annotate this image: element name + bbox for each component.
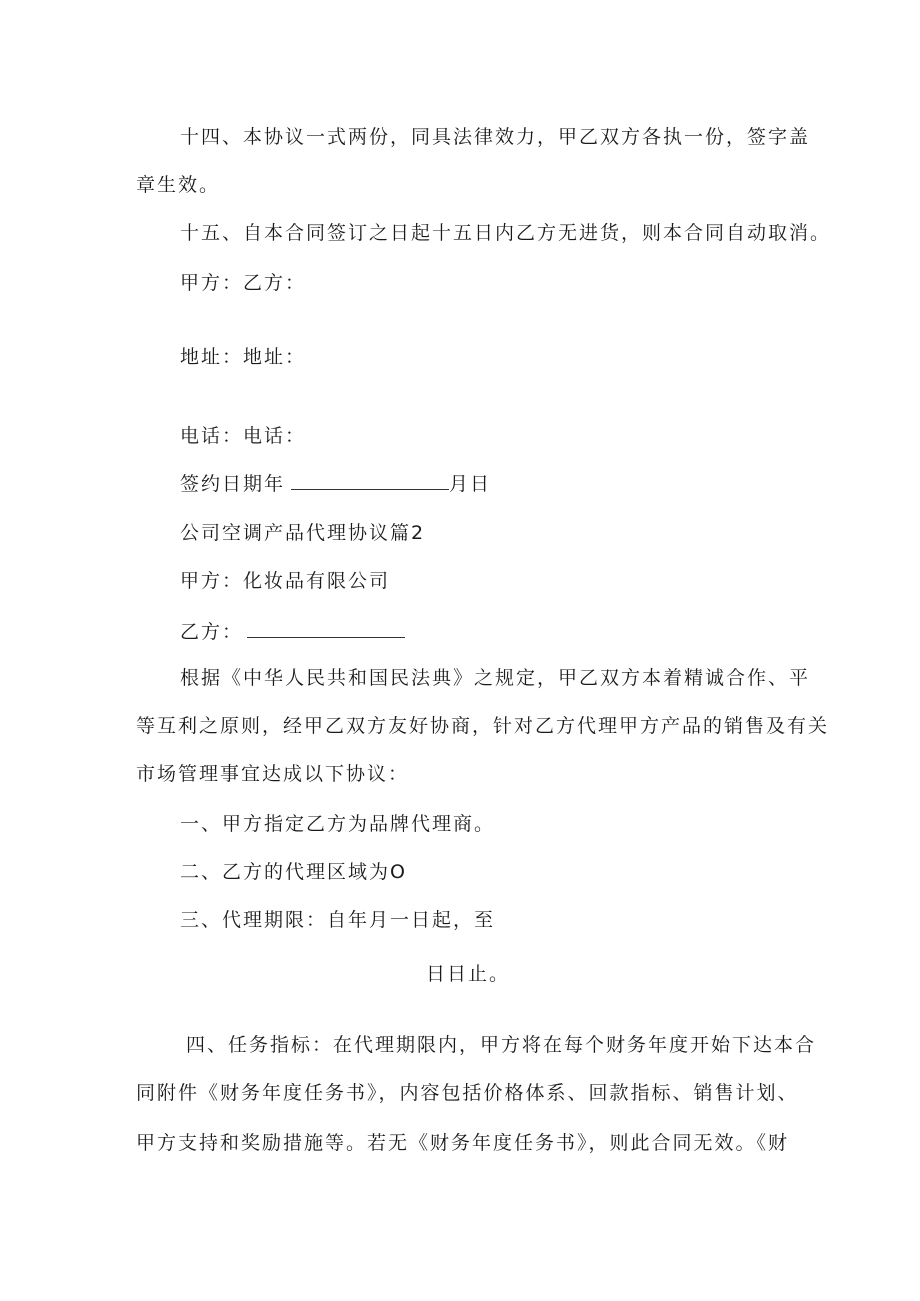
clause-15: 十五、自本合同签订之日起十五日内乙方无进货，则本合同自动取消。 xyxy=(180,222,832,244)
section-heading: 公司空调产品代理协议篇2 xyxy=(180,522,426,544)
preamble-line-1: 根据《中华人民共和国民法典》之规定，甲乙双方本着精诚合作、平 xyxy=(180,667,811,689)
party-a: 甲方：化妆品有限公司 xyxy=(180,570,391,592)
party-b-blank xyxy=(247,619,405,638)
signing-date-blank xyxy=(291,471,449,490)
clause-4-line-1: 四、任务指标：在代理期限内，甲方将在每个财务年度开始下达本合 xyxy=(186,1034,817,1056)
signing-date-row xyxy=(180,471,491,496)
party-b-label: 乙方： xyxy=(180,621,244,643)
clause-1: 一、甲方指定乙方为品牌代理商。 xyxy=(180,813,496,835)
clause-2: 二、乙方的代理区域为O xyxy=(180,861,407,883)
party-b-row xyxy=(180,619,405,644)
signing-date-suffix: 月日 xyxy=(449,473,492,495)
address-row: 地址：地址： xyxy=(180,346,307,368)
clause-3-end: 日日止。 xyxy=(426,963,511,985)
signing-date-prefix: 签约日期年 xyxy=(180,473,286,495)
clause-4-line-3: 甲方支持和奖励措施等。若无《财务年度任务书》，则此合同无效。《财 xyxy=(136,1132,790,1154)
clause-4-line-2: 同附件《财务年度任务书》，内容包括价格体系、回款指标、销售计划、 xyxy=(136,1082,799,1104)
clause-3: 三、代理期限：自年月一日起，至 xyxy=(180,909,496,931)
preamble-line-2: 等互利之原则，经甲乙双方友好协商，针对乙方代理甲方产品的销售及有关 xyxy=(136,715,830,737)
clause-14-line-2: 章生效。 xyxy=(136,174,221,196)
clause-14-line-1: 十四、本协议一式两份，同具法律效力，甲乙双方各执一份，签字盖 xyxy=(180,126,811,148)
party-signature-row: 甲方：乙方： xyxy=(180,272,307,294)
preamble-line-3: 市场管理事宜达成以下协议： xyxy=(136,763,410,785)
phone-row: 电话：电话： xyxy=(180,425,307,447)
